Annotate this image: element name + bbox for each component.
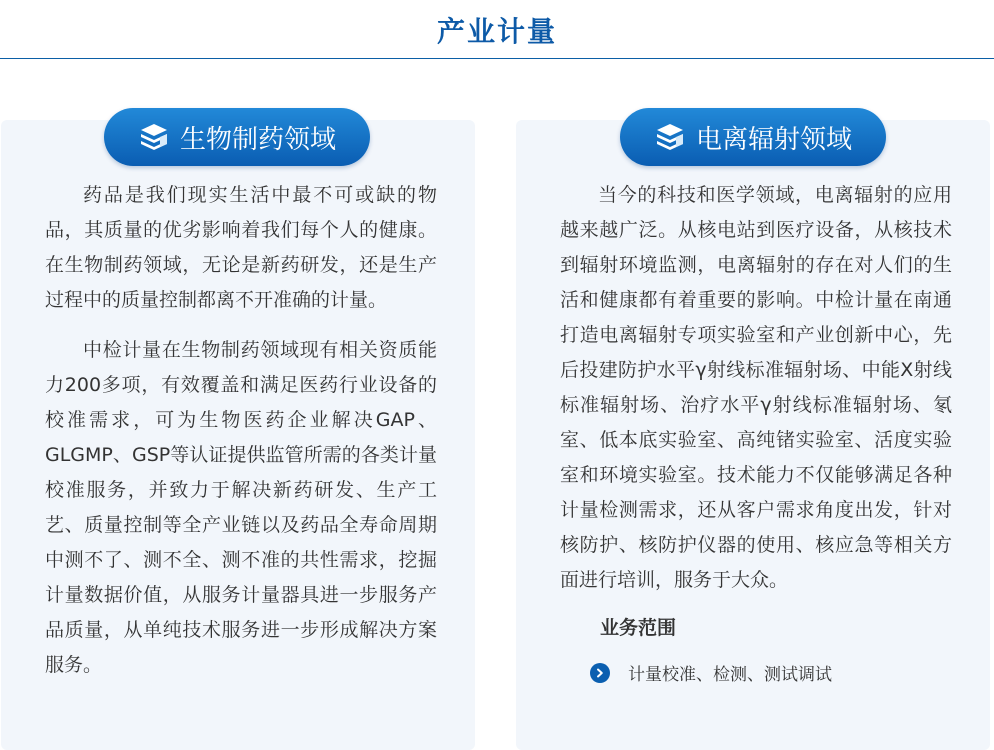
biopharma-content (45, 178, 437, 698)
chevron-right-icon (590, 663, 610, 683)
radiation-paragraph-1: 当今的科技和医学领域，电离辐射的应用越来越广泛。从核电站到医疗设备，从核技术到辐射环境监测，电离辐射的存在对人们的生活和健康都有着重要的影响。中检计量在南通打造电离辐射专项实验室和产业创新中心，先后投建防护水平γ射线标准辐射场、中能X射线标准辐射场、治疗水平γ射线标准辐射场、氡室、低本底实验室、高纯锗实验室、活度实验室和环境实验室。技术能力不仅能够满足各种计量检测需求，还从客户需求角度出发，针对核防护、核防护仪器的使用、核应急等相关方面进行培训，服务于大众。 (560, 184, 952, 591)
biopharma-title-pill (104, 108, 370, 166)
biopharma-paragraph-1: 药品是我们现实生活中最不可或缺的物品，其质量的优劣影响着我们每个人的健康。在生物制药领域，无论是新药研发，还是生产过程中的质量控制都离不开准确的计量。 (45, 184, 437, 311)
stack-layers-icon (138, 121, 170, 153)
business-scope-item (590, 660, 952, 685)
business-scope-item-label: 计量校准、检测、测试调试 (628, 665, 832, 685)
biopharma-paragraph-2: 中检计量在生物制药领域现有相关资质能力200多项，有效覆盖和满足医药行业设备的校准需求，可为生物医药企业解决GAP、GLGMP、GSP等认证提供监管所需的各类计量校准服务，并致力于解决新药研发、生产工艺、质量控制等全产业链以及药品全寿命周期中测不了、测不全、测不准的共性需求，挖掘计量数据价值，从服务计量器具进一步服务产品质量，从单纯技术服务进一步形成解决方案服务。 (45, 339, 437, 676)
radiation-content (560, 178, 952, 685)
page-header (0, 0, 994, 59)
biopharma-title: 生物制药领域 (179, 124, 336, 155)
stack-layers-icon (654, 121, 686, 153)
radiation-title: 电离辐射领域 (695, 124, 852, 155)
business-scope-title: 业务范围 (600, 617, 677, 639)
radiation-title-pill (620, 108, 886, 166)
page-title: 产业计量 (436, 15, 557, 48)
biopharma-card (1, 120, 475, 750)
ionizing-radiation-card (516, 120, 990, 750)
